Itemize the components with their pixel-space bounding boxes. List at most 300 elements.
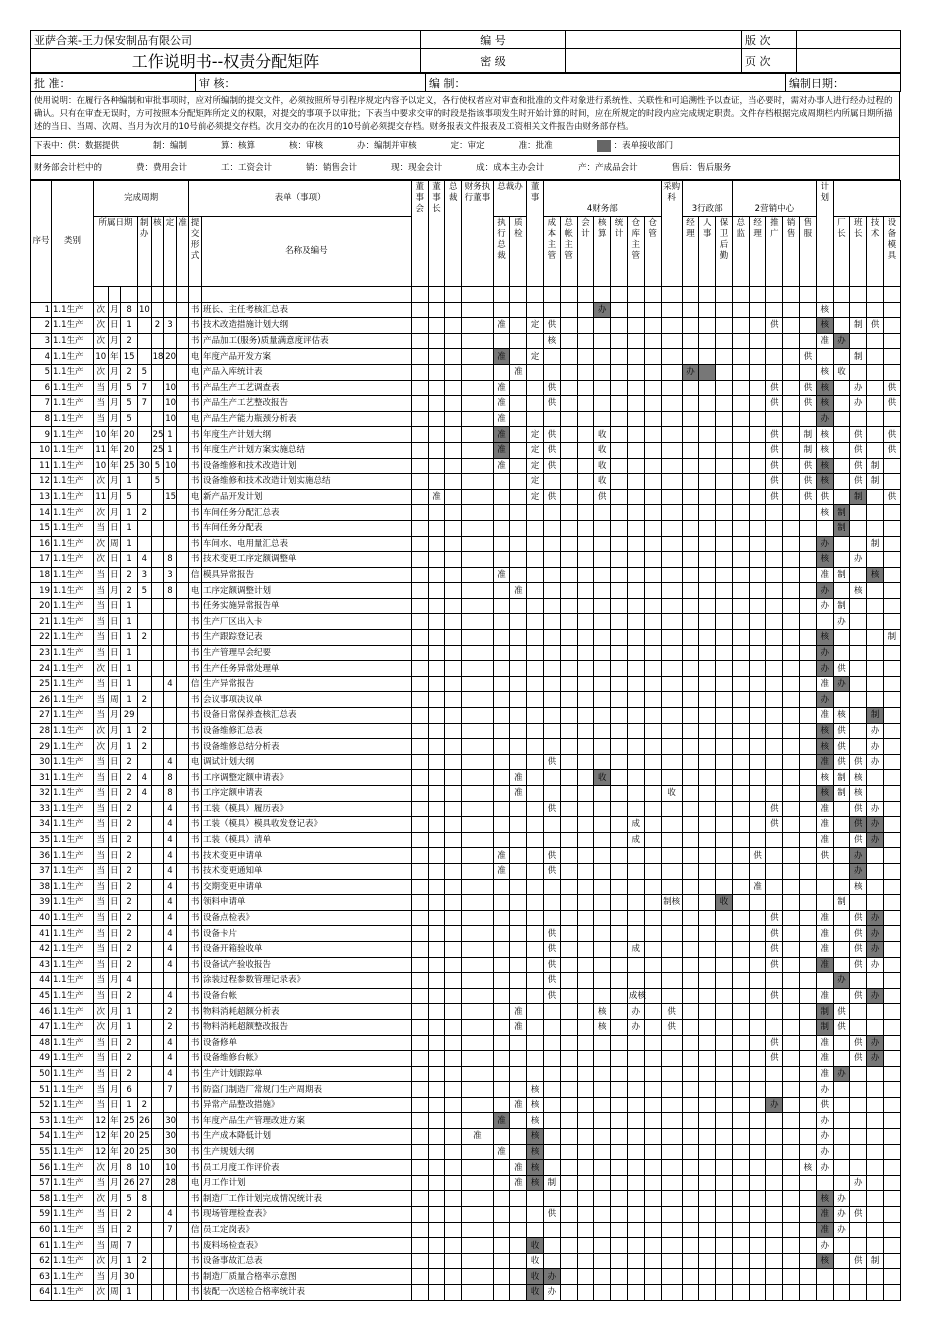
cell-role (510, 458, 527, 474)
cell-role: 准 (816, 941, 833, 957)
cell-role (833, 817, 850, 833)
cell-role (749, 1207, 766, 1223)
cell-value: 20 (121, 442, 138, 458)
cell-role: 准 (493, 863, 510, 879)
cell-name: 设备日常保养查核汇总表 (201, 708, 411, 724)
cell-role (732, 801, 749, 817)
cell-value (151, 895, 164, 911)
cell-role (850, 614, 867, 630)
cell-value (176, 411, 189, 427)
cell-role (749, 302, 766, 318)
cell-role (577, 1082, 594, 1098)
cell-value: 2 (121, 988, 138, 1004)
cell-role (577, 973, 594, 989)
cell-value (176, 458, 189, 474)
cell-value (138, 957, 152, 973)
cell-role (783, 598, 800, 614)
cell-role (527, 770, 544, 786)
cell-role (577, 1129, 594, 1145)
cell-role (445, 801, 462, 817)
cell-value (176, 427, 189, 443)
cell-value: 电 (189, 349, 202, 365)
cell-role (644, 427, 661, 443)
legend-item: 现：现金会计 (391, 163, 443, 173)
cell-role (783, 380, 800, 396)
matrix-table (30, 180, 901, 1301)
cell-role (867, 349, 884, 365)
cell-role (627, 411, 644, 427)
cell-role (766, 333, 783, 349)
cell-role (560, 1253, 577, 1269)
cell-value: 当 (93, 754, 108, 770)
cell-seq: 56 (31, 1160, 52, 1176)
cell-role (560, 1082, 577, 1098)
cell-value (176, 1082, 189, 1098)
usage-note: 使用说明：在履行各种编制和审批事项时，应对所编制的提交文件，必须按照所导引程序规定内容予以定义，各行使权者应对审查和批准的文件对象进行系统性、关联性和可追溯性予以查证，当必要时，需对办事人进行经办过程的确认。只有在审查无误时，方可按照本分配矩阵所定义的权限，对提交的事项予以审批；下表当中要求交审的时段是指该事项发生时开始计算的时间，应在所规定的时段内应完成规定职责。文件存档根据完成周期栏内所属日期所描述的当日、当周、次周、当月为次月的10号前必须提交存档。次月交办的在次月的10号前必须提交存档。财务报表文件报表及工资相关文件报告由财务部存档。 (30, 92, 900, 138)
cell-role (716, 832, 733, 848)
cell-role (833, 926, 850, 942)
cell-role: 制 (833, 770, 850, 786)
cell-role (867, 380, 884, 396)
cell-value: 次 (93, 333, 108, 349)
cell-role (462, 1269, 493, 1285)
cell-role: 准 (462, 1129, 493, 1145)
legend-item: 定：审定 (450, 141, 485, 151)
cell-value: 日 (108, 832, 121, 848)
cell-role (560, 598, 577, 614)
cell-role: 制 (867, 536, 884, 552)
cell-role (850, 973, 867, 989)
cell-role (800, 941, 817, 957)
table-row (31, 754, 901, 770)
cell-value: 5 (121, 396, 138, 412)
cell-role (594, 1175, 611, 1191)
cell-role (510, 801, 527, 817)
cell-role (611, 723, 628, 739)
cell-role: 供 (749, 848, 766, 864)
cell-role (800, 1129, 817, 1145)
cell-role (428, 770, 445, 786)
cell-value: 次 (93, 1160, 108, 1176)
cell-value: 当 (93, 1082, 108, 1098)
cell-role: 定 (527, 349, 544, 365)
cell-role (800, 1113, 817, 1129)
cell-role (560, 396, 577, 412)
cell-category: 1.1生产 (51, 926, 93, 942)
cell-seq: 13 (31, 489, 52, 505)
cell-seq: 28 (31, 723, 52, 739)
cell-role (510, 723, 527, 739)
cell-value (151, 614, 164, 630)
cell-role: 核 (527, 1175, 544, 1191)
cell-role (428, 552, 445, 568)
cell-value (151, 1253, 164, 1269)
cell-seq: 64 (31, 1285, 52, 1301)
cell-role (411, 770, 428, 786)
cell-role (682, 1097, 699, 1113)
cell-role (644, 1129, 661, 1145)
cell-role (699, 1191, 716, 1207)
cell-value: 当 (93, 1269, 108, 1285)
cell-value: 2 (121, 1035, 138, 1051)
cell-role (833, 1082, 850, 1098)
cell-role (732, 895, 749, 911)
cell-role (544, 598, 561, 614)
cell-value: 7 (164, 1082, 177, 1098)
cell-role (462, 1238, 493, 1254)
cell-role (682, 941, 699, 957)
cell-role (732, 614, 749, 630)
cell-value (151, 380, 164, 396)
cell-role (661, 941, 682, 957)
cell-role (560, 895, 577, 911)
cell-value: 日 (108, 786, 121, 802)
cell-role (411, 832, 428, 848)
cell-role (883, 1144, 900, 1160)
cell-role (816, 1285, 833, 1301)
cell-category: 1.1生产 (51, 863, 93, 879)
cell-role (867, 1207, 884, 1223)
cell-role (699, 676, 716, 692)
cell-value (164, 1253, 177, 1269)
cell-role (850, 1144, 867, 1160)
cell-name: 生产成本降低计划 (201, 1129, 411, 1145)
cell-value (151, 1097, 164, 1113)
cell-value: 书 (189, 848, 202, 864)
cell-value: 2 (121, 910, 138, 926)
cell-role (577, 895, 594, 911)
cell-role (850, 505, 867, 521)
cell-value: 4 (164, 676, 177, 692)
cell-value (151, 708, 164, 724)
cell-role (594, 349, 611, 365)
version-label: 版 次 (742, 31, 797, 49)
cell-role (732, 1113, 749, 1129)
cell-value: 月 (108, 1253, 121, 1269)
company-name: 亚萨合莱-王力保安制品有限公司 (31, 31, 421, 49)
cell-role (833, 832, 850, 848)
cell-value: 4 (164, 1035, 177, 1051)
table-row (31, 1004, 901, 1020)
cell-role (493, 1175, 510, 1191)
cell-role (577, 474, 594, 490)
cell-value (176, 1191, 189, 1207)
cell-role (577, 442, 594, 458)
header-spacer (611, 287, 628, 303)
cell-role (627, 879, 644, 895)
cell-role (883, 1191, 900, 1207)
cell-role (749, 630, 766, 646)
cell-role (493, 973, 510, 989)
cell-role (445, 1238, 462, 1254)
cell-role: 供 (816, 848, 833, 864)
cell-role (611, 583, 628, 599)
cell-role (411, 1066, 428, 1082)
cell-value: 2 (121, 926, 138, 942)
cell-role (560, 1191, 577, 1207)
cell-role (527, 396, 544, 412)
cell-role (716, 333, 733, 349)
cell-category: 1.1生产 (51, 396, 93, 412)
cell-role (749, 754, 766, 770)
cell-role (510, 708, 527, 724)
cell-role (411, 973, 428, 989)
cell-role: 供 (661, 1019, 682, 1035)
cell-role (682, 489, 699, 505)
cell-role (800, 1066, 817, 1082)
col-form: 表单（事项） (189, 181, 411, 217)
cell-role (627, 786, 644, 802)
cell-role (766, 598, 783, 614)
cell-role (544, 692, 561, 708)
cell-value: 当 (93, 598, 108, 614)
cell-value (176, 333, 189, 349)
cell-role (510, 474, 527, 490)
cell-role (527, 567, 544, 583)
table-row (31, 333, 901, 349)
cell-role (445, 895, 462, 911)
table-row (31, 1113, 901, 1129)
cell-role (411, 333, 428, 349)
cell-role (833, 427, 850, 443)
cell-value (138, 661, 152, 677)
cell-value: 月 (108, 302, 121, 318)
cell-role (445, 349, 462, 365)
cell-role: 供 (850, 941, 867, 957)
cell-value (151, 863, 164, 879)
cell-role (883, 895, 900, 911)
cell-category: 1.1生产 (51, 661, 93, 677)
table-row (31, 895, 901, 911)
cell-role (627, 1222, 644, 1238)
table-row (31, 630, 901, 646)
cell-role (800, 1191, 817, 1207)
cell-role (544, 411, 561, 427)
cell-role (732, 520, 749, 536)
cell-value (138, 598, 152, 614)
cell-role (732, 1144, 749, 1160)
cell-value (164, 723, 177, 739)
cell-role (766, 1238, 783, 1254)
cell-role (560, 926, 577, 942)
cell-role (883, 1066, 900, 1082)
cell-role (627, 692, 644, 708)
cell-role (816, 895, 833, 911)
cell-role: 核 (816, 770, 833, 786)
cell-role (661, 442, 682, 458)
cell-role: 准 (510, 770, 527, 786)
cell-role (560, 786, 577, 802)
cell-value (151, 1035, 164, 1051)
cell-category: 1.1生产 (51, 520, 93, 536)
cell-role (627, 1175, 644, 1191)
cell-value: 28 (164, 1175, 177, 1191)
cell-role (560, 427, 577, 443)
cell-value (164, 520, 177, 536)
cell-role (577, 411, 594, 427)
cell-role (577, 598, 594, 614)
cell-role (766, 1175, 783, 1191)
cell-value (138, 895, 152, 911)
cell-category: 1.1生产 (51, 1175, 93, 1191)
cell-role (783, 926, 800, 942)
cell-role (544, 1066, 561, 1082)
cell-name: 年度产品生产管理改进方案 (201, 1113, 411, 1129)
cell-value: 2 (121, 879, 138, 895)
cell-role (644, 536, 661, 552)
cell-value (138, 349, 152, 365)
cell-role (661, 848, 682, 864)
cell-name: 生产规划大纲 (201, 1144, 411, 1160)
cell-value: 当 (93, 645, 108, 661)
cell-role (445, 1144, 462, 1160)
cell-role (883, 1207, 900, 1223)
cell-role (510, 302, 527, 318)
cell-role (577, 302, 594, 318)
cell-role (445, 567, 462, 583)
cell-role (428, 458, 445, 474)
header-spacer (189, 287, 202, 303)
cell-role (682, 396, 699, 412)
cell-role (493, 474, 510, 490)
table-row (31, 739, 901, 755)
cell-role (510, 489, 527, 505)
cell-role: 办 (867, 926, 884, 942)
cell-role (594, 676, 611, 692)
table-row (31, 1144, 901, 1160)
cell-role (594, 318, 611, 334)
cell-role (749, 676, 766, 692)
cell-value: 书 (189, 739, 202, 755)
cell-value (151, 411, 164, 427)
cell-role (577, 520, 594, 536)
cell-value: 书 (189, 458, 202, 474)
cell-role (883, 786, 900, 802)
cell-value (151, 832, 164, 848)
cell-role (428, 1051, 445, 1067)
cell-role (783, 567, 800, 583)
cell-value: 当 (93, 1238, 108, 1254)
cell-role: 准 (816, 926, 833, 942)
cell-role: 供 (850, 957, 867, 973)
cell-role (850, 1129, 867, 1145)
cell-role (867, 396, 884, 412)
cell-role: 办 (833, 1222, 850, 1238)
cell-role (544, 349, 561, 365)
cell-role (527, 583, 544, 599)
cell-value: 月 (108, 505, 121, 521)
cell-value: 5 (121, 380, 138, 396)
cell-role (445, 302, 462, 318)
cell-value (138, 1222, 152, 1238)
cell-role (462, 458, 493, 474)
cell-value: 书 (189, 598, 202, 614)
cell-role (716, 1222, 733, 1238)
cell-role (544, 583, 561, 599)
cell-role: 准 (493, 1144, 510, 1160)
cell-role (833, 692, 850, 708)
cell-role (462, 988, 493, 1004)
cell-role (462, 364, 493, 380)
cell-role (462, 708, 493, 724)
cell-role (699, 1019, 716, 1035)
cell-role (749, 1222, 766, 1238)
cell-role (445, 988, 462, 1004)
cell-role (445, 520, 462, 536)
cell-role (611, 536, 628, 552)
cell-category: 1.1生产 (51, 848, 93, 864)
cell-role: 准 (510, 786, 527, 802)
cell-role (462, 848, 493, 864)
cell-role (594, 692, 611, 708)
cell-role: 成 (627, 817, 644, 833)
cell-role (783, 411, 800, 427)
cell-value: 书 (189, 1160, 202, 1176)
cell-role: 供 (661, 1004, 682, 1020)
table-row (31, 1269, 901, 1285)
cell-role (594, 552, 611, 568)
cell-role (766, 552, 783, 568)
cell-value: 12 (93, 1113, 108, 1129)
cell-role (544, 520, 561, 536)
cell-role (644, 926, 661, 942)
cell-role (883, 411, 900, 427)
cell-value: 书 (189, 910, 202, 926)
cell-role (682, 1144, 699, 1160)
cell-value: 次 (93, 661, 108, 677)
cell-role (428, 910, 445, 926)
cell-seq: 51 (31, 1082, 52, 1098)
cell-value (151, 567, 164, 583)
cell-role: 办 (816, 598, 833, 614)
cell-role: 制 (833, 895, 850, 911)
cell-role (428, 1160, 445, 1176)
cell-role (766, 1222, 783, 1238)
cell-value: 8 (121, 302, 138, 318)
cell-role: 核 (833, 708, 850, 724)
cell-role (527, 302, 544, 318)
cell-category: 1.1生产 (51, 817, 93, 833)
legend-item: 财务部会计栏中的 (34, 163, 103, 173)
cell-role (510, 567, 527, 583)
cell-value: 日 (108, 910, 121, 926)
date-label: 编制日期： (786, 74, 901, 92)
cell-role (493, 489, 510, 505)
cell-role (883, 661, 900, 677)
cell-role (732, 1269, 749, 1285)
cell-role (510, 1051, 527, 1067)
cell-role (682, 723, 699, 739)
cell-role (883, 645, 900, 661)
cell-value (151, 520, 164, 536)
cell-value: 1 (121, 520, 138, 536)
cell-value (138, 941, 152, 957)
cell-role (445, 879, 462, 895)
col-finance-1: 总帐主管 (560, 217, 577, 287)
cell-role: 办 (867, 801, 884, 817)
cell-role (445, 1269, 462, 1285)
cell-role (644, 848, 661, 864)
cell-role (699, 349, 716, 365)
cell-role (661, 458, 682, 474)
cell-role (644, 754, 661, 770)
cell-role (644, 1175, 661, 1191)
table-row (31, 427, 901, 443)
cell-value: 日 (108, 801, 121, 817)
cell-value: 4 (138, 552, 152, 568)
cell-role (627, 910, 644, 926)
cell-role (800, 1144, 817, 1160)
